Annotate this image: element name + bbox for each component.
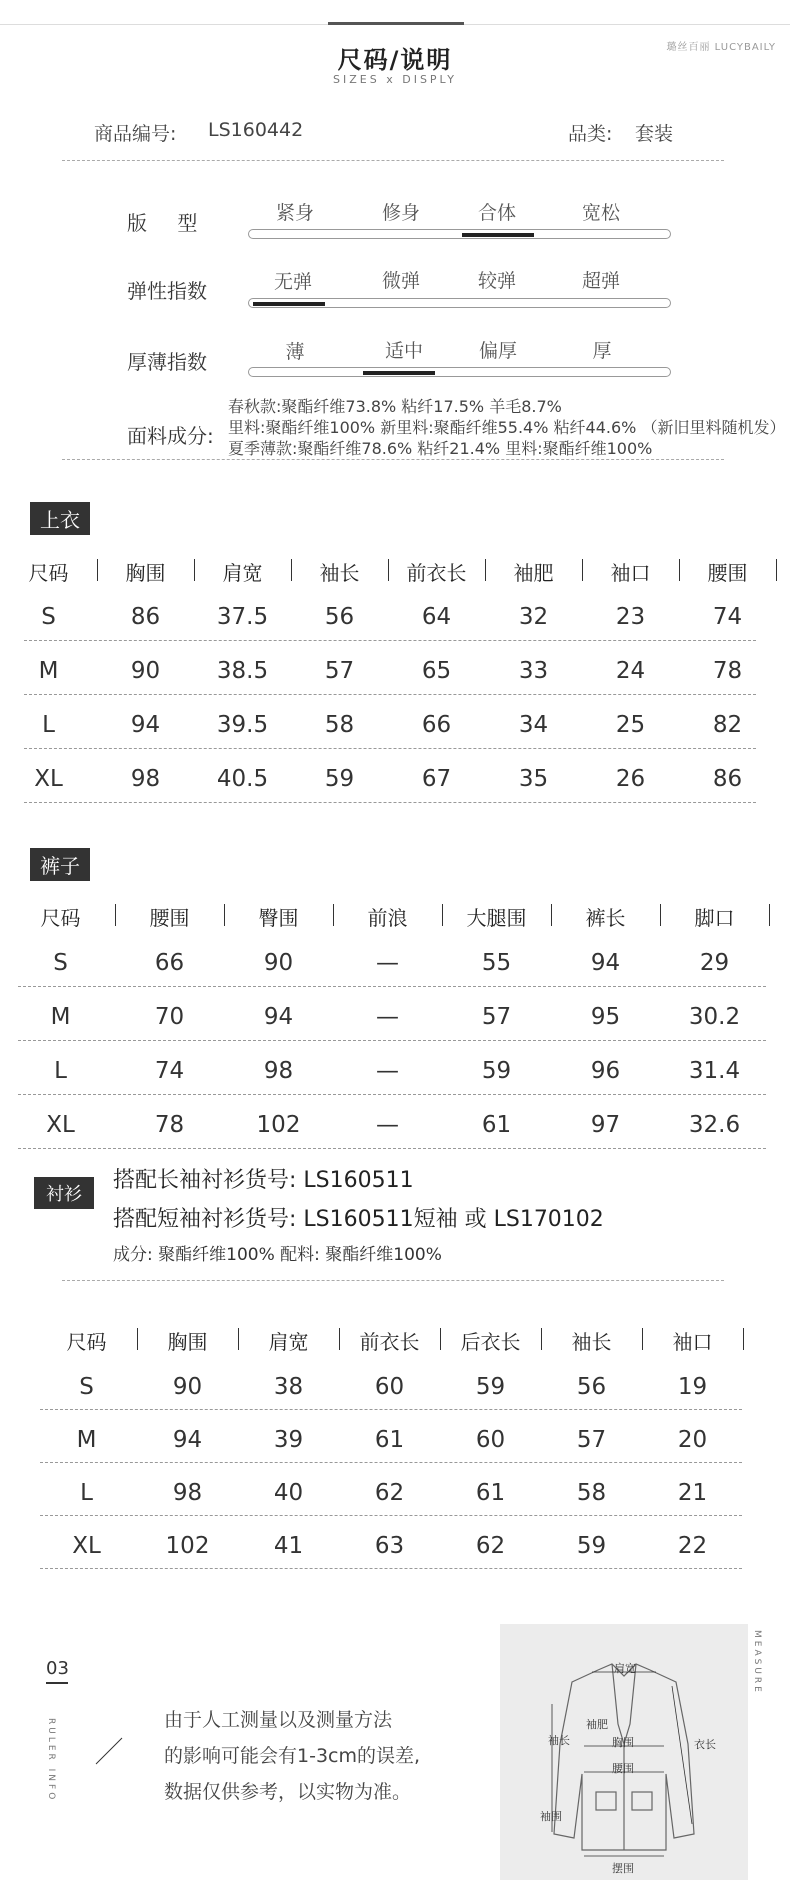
table-header-cell: 袖口 <box>610 561 651 585</box>
table-cell: 30.2 <box>688 1004 741 1030</box>
table-cell: 97 <box>590 1112 621 1138</box>
product-code-label: 商品编号: <box>94 123 177 145</box>
table-cell: L <box>80 1480 93 1506</box>
table-cell: 78 <box>712 658 743 684</box>
diagram-label-sleeve: 袖长 <box>548 1734 570 1747</box>
table-header-cell: 袖长 <box>571 1330 612 1354</box>
table-cell: 86 <box>712 766 743 792</box>
table-row-divider <box>40 1515 742 1516</box>
table-cell: — <box>376 1112 399 1138</box>
section-divider <box>62 160 724 161</box>
category-label: 品类: <box>568 123 613 145</box>
thickness-scale-track <box>248 367 671 377</box>
table-cell: 59 <box>475 1374 506 1400</box>
table-cell: 61 <box>374 1427 405 1453</box>
table-cell: 98 <box>130 766 161 792</box>
table-cell: 22 <box>677 1533 708 1559</box>
table-cell: 90 <box>130 658 161 684</box>
fit-option: 紧身 <box>275 202 314 224</box>
fabric-line: 春秋款:聚酯纤维73.8% 粘纤17.5% 羊毛8.7% <box>228 397 562 416</box>
table-cell: — <box>376 1004 399 1030</box>
table-cell: 57 <box>324 658 355 684</box>
table-cell: 94 <box>590 950 621 976</box>
table-cell: 86 <box>130 604 161 630</box>
table-cell: 40.5 <box>216 766 269 792</box>
table-cell: 64 <box>421 604 452 630</box>
table-cell: 26 <box>615 766 646 792</box>
table-header-cell: 腰围 <box>149 906 190 930</box>
elastic-option: 超弹 <box>581 270 620 292</box>
category-value: 套装 <box>635 123 674 145</box>
fabric-line: 里料:聚酯纤维100% 新里料:聚酯纤维55.4% 粘纤44.6% （新旧里料随机发） <box>228 418 786 437</box>
table-cell: 61 <box>481 1112 512 1138</box>
table-row-divider <box>40 1409 742 1410</box>
table-row-divider <box>18 1148 766 1149</box>
diagram-label-shoulder: 肩宽 <box>614 1662 636 1675</box>
table-cell: 102 <box>256 1112 301 1138</box>
table-cell: S <box>53 950 68 976</box>
table-cell: 40 <box>273 1480 304 1506</box>
shirt-composition: 成分: 聚酯纤维100% 配料: 聚酯纤维100% <box>113 1245 442 1265</box>
thickness-option: 厚 <box>592 340 612 362</box>
table-cell: 67 <box>421 766 452 792</box>
table-cell: 57 <box>576 1427 607 1453</box>
table-cell: 32.6 <box>688 1112 741 1138</box>
table-cell: 62 <box>374 1480 405 1506</box>
table-header-cell: 袖肥 <box>513 561 554 585</box>
table-cell: XL <box>46 1112 75 1138</box>
table-cell: — <box>376 950 399 976</box>
table-row-divider <box>18 1040 766 1041</box>
elastic-option: 微弹 <box>381 270 420 292</box>
table-header-cell: 臀围 <box>258 906 299 930</box>
table-cell: — <box>376 1058 399 1084</box>
column-separator <box>769 904 770 926</box>
table-cell: 29 <box>699 950 730 976</box>
table-cell: M <box>50 1004 71 1030</box>
table-header-cell: 肩宽 <box>268 1330 309 1354</box>
fit-option: 合体 <box>477 202 516 224</box>
table-cell: 19 <box>677 1374 708 1400</box>
table-cell: 41 <box>273 1533 304 1559</box>
table-row-divider <box>40 1462 742 1463</box>
disclaimer-line: 的影响可能会有1-3cm的误差, <box>164 1745 421 1767</box>
table-row-divider <box>24 694 756 695</box>
measure-vertical: MEASURE <box>752 1630 762 1695</box>
table-cell: 60 <box>374 1374 405 1400</box>
slash-divider <box>94 1736 124 1766</box>
table-row-divider <box>40 1568 742 1569</box>
thickness-selected-marker <box>363 371 435 375</box>
column-separator <box>743 1328 744 1350</box>
fabric-line: 夏季薄款:聚酯纤维78.6% 粘纤21.4% 里料:聚酯纤维100% <box>228 439 653 458</box>
table-cell: XL <box>72 1533 101 1559</box>
table-cell: 23 <box>615 604 646 630</box>
table-cell: 55 <box>481 950 512 976</box>
table-row-divider <box>24 802 756 803</box>
table-header-cell: 尺码 <box>40 906 81 930</box>
table-cell: S <box>41 604 56 630</box>
table-cell: 56 <box>324 604 355 630</box>
table-cell: M <box>76 1427 97 1453</box>
table-cell: 94 <box>263 1004 294 1030</box>
section-number: 03 <box>46 1658 69 1679</box>
product-code-value: LS160442 <box>208 119 304 141</box>
elastic-option: 较弹 <box>477 270 516 292</box>
diagram-label-sleeve-width: 袖肥 <box>586 1718 608 1731</box>
table-header-cell: 袖口 <box>672 1330 713 1354</box>
elastic-option: 无弹 <box>273 271 312 293</box>
table-cell: 60 <box>475 1427 506 1453</box>
table-cell: 33 <box>518 658 549 684</box>
table-cell: XL <box>34 766 63 792</box>
shirt-short-sleeve-code: 搭配短袖衬衫货号: LS160511短袖 或 LS170102 <box>113 1207 604 1232</box>
table-cell: 25 <box>615 712 646 738</box>
shirt-long-sleeve-code: 搭配长袖衬衫货号: LS160511 <box>113 1168 414 1193</box>
disclaimer-line: 由于人工测量以及测量方法 <box>164 1709 393 1731</box>
section-divider <box>62 459 724 460</box>
table-cell: 31.4 <box>688 1058 741 1084</box>
table-cell: 66 <box>154 950 185 976</box>
table-cell: 59 <box>481 1058 512 1084</box>
table-cell: 98 <box>172 1480 203 1506</box>
table-header-cell: 大腿围 <box>466 906 527 930</box>
table-cell: 78 <box>154 1112 185 1138</box>
table-header-cell: 后衣长 <box>460 1330 521 1354</box>
table-cell: 34 <box>518 712 549 738</box>
fit-option: 宽松 <box>581 202 620 224</box>
table-cell: 65 <box>421 658 452 684</box>
table-header-cell: 胸围 <box>125 561 166 585</box>
fit-label: 版 型 <box>127 211 210 235</box>
table-header-cell: 前浪 <box>367 906 408 930</box>
top-section-badge: 上衣 <box>30 502 90 535</box>
brand-name: 璐丝百丽 LUCYBAILY <box>666 42 776 53</box>
table-cell: 61 <box>475 1480 506 1506</box>
table-cell: M <box>38 658 59 684</box>
diagram-label-hem: 摆围 <box>612 1862 634 1875</box>
thickness-option: 薄 <box>285 341 305 363</box>
thickness-option: 适中 <box>384 340 423 362</box>
table-cell: 39.5 <box>216 712 269 738</box>
table-cell: 24 <box>615 658 646 684</box>
diagram-label-waist: 腰围 <box>612 1762 634 1775</box>
table-row-divider <box>24 640 756 641</box>
ruler-info-vertical: RULER INFO <box>46 1718 56 1803</box>
table-cell: 35 <box>518 766 549 792</box>
section-divider <box>62 1280 724 1281</box>
table-header-cell: 袖长 <box>319 561 360 585</box>
table-cell: 32 <box>518 604 549 630</box>
disclaimer-line: 数据仅供参考，以实物为准。 <box>164 1781 412 1803</box>
page-title: 尺码/说明 <box>337 46 453 74</box>
table-cell: 102 <box>165 1533 210 1559</box>
elastic-selected-marker <box>253 302 325 306</box>
table-header-cell: 肩宽 <box>222 561 263 585</box>
fit-option: 修身 <box>381 202 420 224</box>
table-header-cell: 胸围 <box>167 1330 208 1354</box>
table-cell: 63 <box>374 1533 405 1559</box>
page-subtitle: SIZES x DISPLY <box>333 73 457 86</box>
table-row-divider <box>18 1094 766 1095</box>
table-cell: 21 <box>677 1480 708 1506</box>
table-header-cell: 脚口 <box>694 906 735 930</box>
table-row-divider <box>18 986 766 987</box>
table-header-cell: 腰围 <box>707 561 748 585</box>
table-cell: 56 <box>576 1374 607 1400</box>
table-cell: 66 <box>421 712 452 738</box>
table-cell: S <box>79 1374 94 1400</box>
table-cell: 74 <box>712 604 743 630</box>
table-cell: 96 <box>590 1058 621 1084</box>
table-cell: 20 <box>677 1427 708 1453</box>
elastic-label: 弹性指数 <box>127 279 207 303</box>
diagram-label-chest: 胸围 <box>612 1736 634 1749</box>
table-cell: 58 <box>576 1480 607 1506</box>
table-cell: 90 <box>263 950 294 976</box>
section-number-underline <box>46 1682 68 1684</box>
table-cell: 39 <box>273 1427 304 1453</box>
table-cell: 98 <box>263 1058 294 1084</box>
diagram-label-cuff: 袖围 <box>540 1810 562 1823</box>
table-cell: 62 <box>475 1533 506 1559</box>
table-header-cell: 裤长 <box>585 906 626 930</box>
pants-section-badge: 裤子 <box>30 848 90 881</box>
table-cell: 95 <box>590 1004 621 1030</box>
table-row-divider <box>24 748 756 749</box>
table-cell: 57 <box>481 1004 512 1030</box>
table-cell: 94 <box>130 712 161 738</box>
title-accent-bar <box>328 22 464 25</box>
table-header-cell: 尺码 <box>28 561 69 585</box>
fit-selected-marker <box>462 233 534 237</box>
table-cell: 59 <box>324 766 355 792</box>
table-cell: 74 <box>154 1058 185 1084</box>
table-cell: 38.5 <box>216 658 269 684</box>
column-separator <box>776 559 777 581</box>
measurement-diagram <box>500 1624 748 1880</box>
table-cell: 90 <box>172 1374 203 1400</box>
table-cell: 37.5 <box>216 604 269 630</box>
table-cell: L <box>42 712 55 738</box>
table-cell: 82 <box>712 712 743 738</box>
thickness-label: 厚薄指数 <box>127 350 207 374</box>
table-cell: L <box>54 1058 67 1084</box>
table-cell: 38 <box>273 1374 304 1400</box>
table-cell: 58 <box>324 712 355 738</box>
table-cell: 59 <box>576 1533 607 1559</box>
fabric-label: 面料成分: <box>127 424 214 448</box>
table-header-cell: 尺码 <box>66 1330 107 1354</box>
fit-scale-track <box>248 229 671 239</box>
table-header-cell: 前衣长 <box>406 561 467 585</box>
shirt-section-badge: 衬衫 <box>34 1177 94 1209</box>
diagram-label-length: 衣长 <box>694 1738 716 1751</box>
thickness-option: 偏厚 <box>478 340 517 362</box>
table-header-cell: 前衣长 <box>359 1330 420 1354</box>
table-cell: 94 <box>172 1427 203 1453</box>
table-cell: 70 <box>154 1004 185 1030</box>
